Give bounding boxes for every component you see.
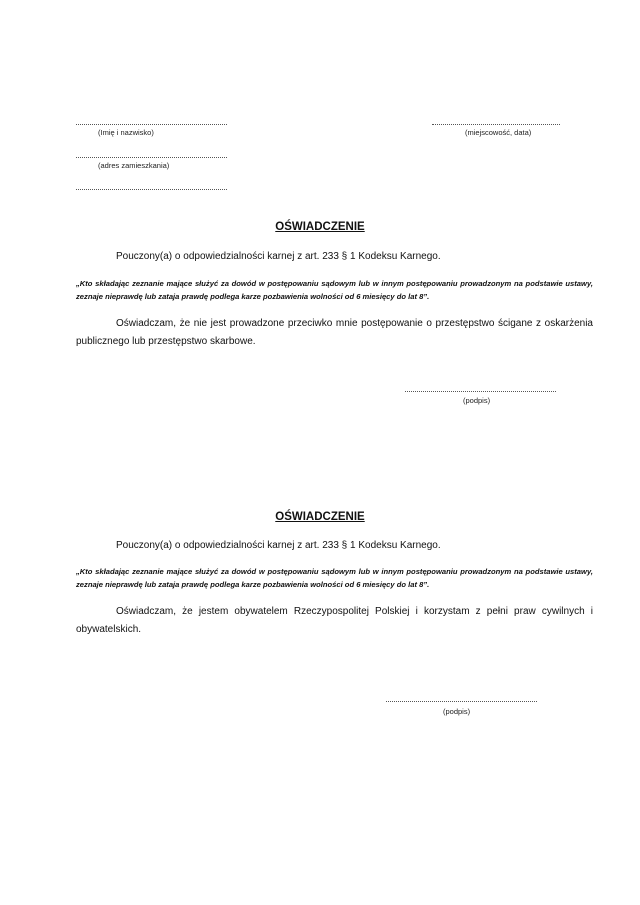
statement-text-2: Oświadczam, że jestem obywatelem Rzeczypospolitej Polskiej i korzystam z pełni praw cywilnych i obywatelskich. bbox=[76, 606, 593, 635]
statement-text-1: Oświadczam, że nie jest prowadzone przeciwko mnie postępowanie o przestępstwo ścigane z oskarżenia publicznego lub przestępstwo skarbowe. bbox=[76, 318, 593, 347]
statement-title-1: OŚWIADCZENIE bbox=[275, 221, 365, 233]
name-line[interactable] bbox=[76, 124, 227, 125]
signature-line-1[interactable] bbox=[405, 391, 556, 392]
address-label: (adres zamieszkania) bbox=[98, 161, 170, 170]
statement-intro-1: Pouczony(a) o odpowiedzialności karnej z art. 233 § 1 Kodeksu Karnego. bbox=[116, 251, 441, 262]
signature-label-2: (podpis) bbox=[443, 707, 471, 716]
statement-title-2: OŚWIADCZENIE bbox=[275, 511, 365, 523]
place-date-line[interactable] bbox=[432, 124, 560, 125]
legal-quote-2: „Kto składając zeznanie mające służyć za dowód w postępowaniu sądowym lub w innym postępowaniu prowadzonym na podstawie ustawy, zeznaje nieprawdę lub zataja prawdę podlega karze pozbawienia wolności od 6 miesięcy do lat 8”. bbox=[76, 567, 593, 589]
address-line-2[interactable] bbox=[76, 189, 227, 190]
signature-line-2[interactable] bbox=[386, 701, 537, 702]
place-date-label: (miejscowość, data) bbox=[465, 128, 532, 137]
signature-label-1: (podpis) bbox=[463, 396, 491, 405]
address-line-1[interactable] bbox=[76, 157, 227, 158]
name-label: (Imię i nazwisko) bbox=[98, 128, 154, 137]
statement-intro-2: Pouczony(a) o odpowiedzialności karnej z art. 233 § 1 Kodeksu Karnego. bbox=[116, 540, 441, 551]
legal-quote-1: „Kto składając zeznanie mające służyć za dowód w postępowaniu sądowym lub w innym postępowaniu prowadzonym na podstawie ustawy, zeznaje nieprawdę lub zataja prawdę podlega karze pozbawienia wolności od 6 miesięcy do lat 8”. bbox=[76, 279, 593, 301]
